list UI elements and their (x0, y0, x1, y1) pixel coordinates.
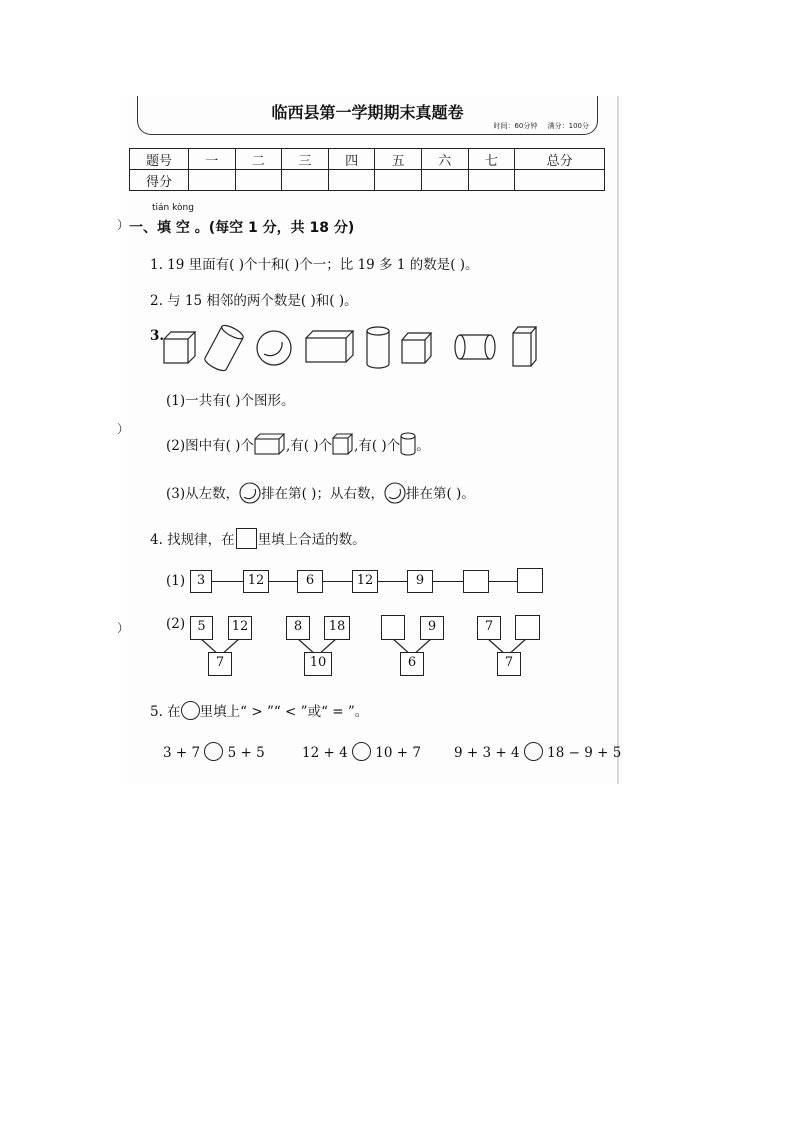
pattern-answer-box[interactable] (517, 568, 543, 593)
full-score: 满分：100分 (547, 122, 589, 130)
cylinder-icon (367, 327, 389, 368)
decomp-top-box: 7 (477, 616, 501, 640)
q3-2-text-c: ,有( )个 (354, 438, 401, 454)
q3-3-text-b: 排在第( )；从右数， (261, 486, 384, 502)
score-input[interactable] (421, 170, 468, 191)
compare-right: 10 + 7 (375, 745, 421, 761)
compare-left: 12 + 4 (302, 745, 348, 761)
decomp-top-box: 5 (190, 616, 213, 640)
score-cell-7: 七 (468, 149, 515, 170)
sphere-icon (239, 482, 261, 504)
margin-mark: ） (117, 218, 130, 232)
question-3-number: 3. (150, 328, 165, 344)
q5-text-b: 里填上“ > ”“ < ”或“ = ”。 (199, 704, 369, 720)
compare-right: 5 + 5 (227, 745, 265, 761)
sphere-icon (257, 331, 291, 365)
q4-text-b: 里填上合适的数。 (257, 532, 366, 548)
cube-icon (402, 333, 431, 363)
question-3-1: (1)一共有( )个图形。 (166, 393, 295, 409)
margin-mark: ） (117, 621, 130, 635)
pattern-answer-box[interactable] (463, 570, 489, 593)
decomp-answer-box[interactable] (515, 615, 540, 640)
q4-2-label: (2) (166, 616, 186, 632)
lying-cylinder-icon (455, 335, 495, 359)
compare-item (454, 742, 621, 761)
exam-title: 临西县第一学期期末真题卷 (271, 103, 464, 122)
decomp-bottom-box: 7 (208, 652, 232, 676)
score-table-header-row (130, 149, 605, 170)
inline-square-icon (236, 528, 257, 549)
cuboid-icon (254, 433, 286, 455)
question-3-2 (166, 432, 430, 456)
score-cell-4: 四 (328, 149, 375, 170)
score-cell-6: 六 (421, 149, 468, 170)
q3-2-text-d: 。 (416, 438, 430, 454)
compare-answer-circle[interactable] (204, 742, 223, 761)
section-pinyin: tián kòng (152, 203, 194, 213)
q3-2-text-a: (2)图中有( )个 (166, 438, 254, 454)
score-cell-5: 五 (375, 149, 422, 170)
compare-right: 18 − 9 + 5 (547, 745, 622, 761)
question-3-3 (166, 482, 475, 504)
decomp-bottom-box: 10 (304, 652, 332, 676)
header-frame (137, 96, 598, 135)
score-input[interactable] (189, 170, 236, 191)
decomp-bottom-box: 7 (497, 652, 521, 676)
score-input[interactable] (375, 170, 422, 191)
question-1: 1. 19 里面有( )个十和( )个一；比 19 多 1 的数是( )。 (150, 257, 479, 273)
score-input[interactable] (468, 170, 515, 191)
decomp-top-box: 18 (324, 616, 350, 640)
question-2: 2. 与 15 相邻的两个数是( )和( )。 (150, 293, 358, 309)
score-input[interactable] (328, 170, 375, 191)
q5-text-a: 5. 在 (150, 704, 181, 720)
pattern-box: 12 (243, 570, 269, 593)
decomp-top-box: 12 (228, 616, 252, 640)
compare-answer-circle[interactable] (352, 742, 371, 761)
time-limit: 时间：60分钟 (493, 122, 538, 130)
decomp-bottom-box: 6 (400, 652, 424, 676)
decomp-answer-box[interactable] (381, 615, 405, 640)
score-input[interactable] (515, 170, 605, 191)
pattern-box: 12 (352, 570, 378, 593)
score-cell-2: 二 (235, 149, 282, 170)
compare-item (163, 742, 265, 761)
q3-3-text-c: 排在第( )。 (405, 486, 475, 502)
paper-edge (617, 96, 619, 784)
q4-1-label: (1) (166, 573, 186, 589)
q3-3-text-a: (3)从左数， (166, 486, 240, 502)
q3-2-text-b: ,有( )个 (285, 438, 333, 454)
score-row-label: 得分 (130, 170, 189, 191)
score-cell-total: 总分 (515, 149, 605, 170)
tilted-cylinder-icon (203, 323, 245, 373)
score-cell-label: 题号 (130, 149, 189, 170)
score-input[interactable] (235, 170, 282, 191)
section-title: 一、填 空 。(每空 1 分，共 18 分) (129, 220, 355, 236)
score-table-score-row (130, 170, 605, 191)
question-5 (150, 700, 368, 720)
cylinder-icon (400, 432, 416, 456)
pattern-box: 9 (407, 570, 433, 593)
cube-icon (164, 332, 195, 363)
question-4 (150, 528, 366, 549)
pattern-box: 3 (190, 570, 212, 593)
score-cell-1: 一 (189, 149, 236, 170)
compare-left: 3 + 7 (163, 745, 201, 761)
shapes-row (160, 320, 550, 375)
margin-mark: ） (117, 422, 130, 436)
inline-circle-icon (181, 701, 200, 720)
cube-icon (332, 433, 354, 455)
sphere-icon (384, 482, 406, 504)
score-cell-3: 三 (282, 149, 329, 170)
pattern-box: 6 (297, 570, 323, 593)
score-table (129, 148, 605, 191)
compare-item (302, 742, 421, 761)
cuboid-icon (306, 331, 353, 362)
tall-cuboid-icon (513, 327, 536, 366)
compare-left: 9 + 3 + 4 (454, 745, 520, 761)
compare-answer-circle[interactable] (524, 742, 543, 761)
score-input[interactable] (282, 170, 329, 191)
q4-text-a: 4. 找规律，在 (150, 532, 235, 548)
decomp-top-box: 9 (420, 616, 444, 640)
exam-meta (485, 121, 589, 131)
decomp-top-box: 8 (286, 616, 310, 640)
